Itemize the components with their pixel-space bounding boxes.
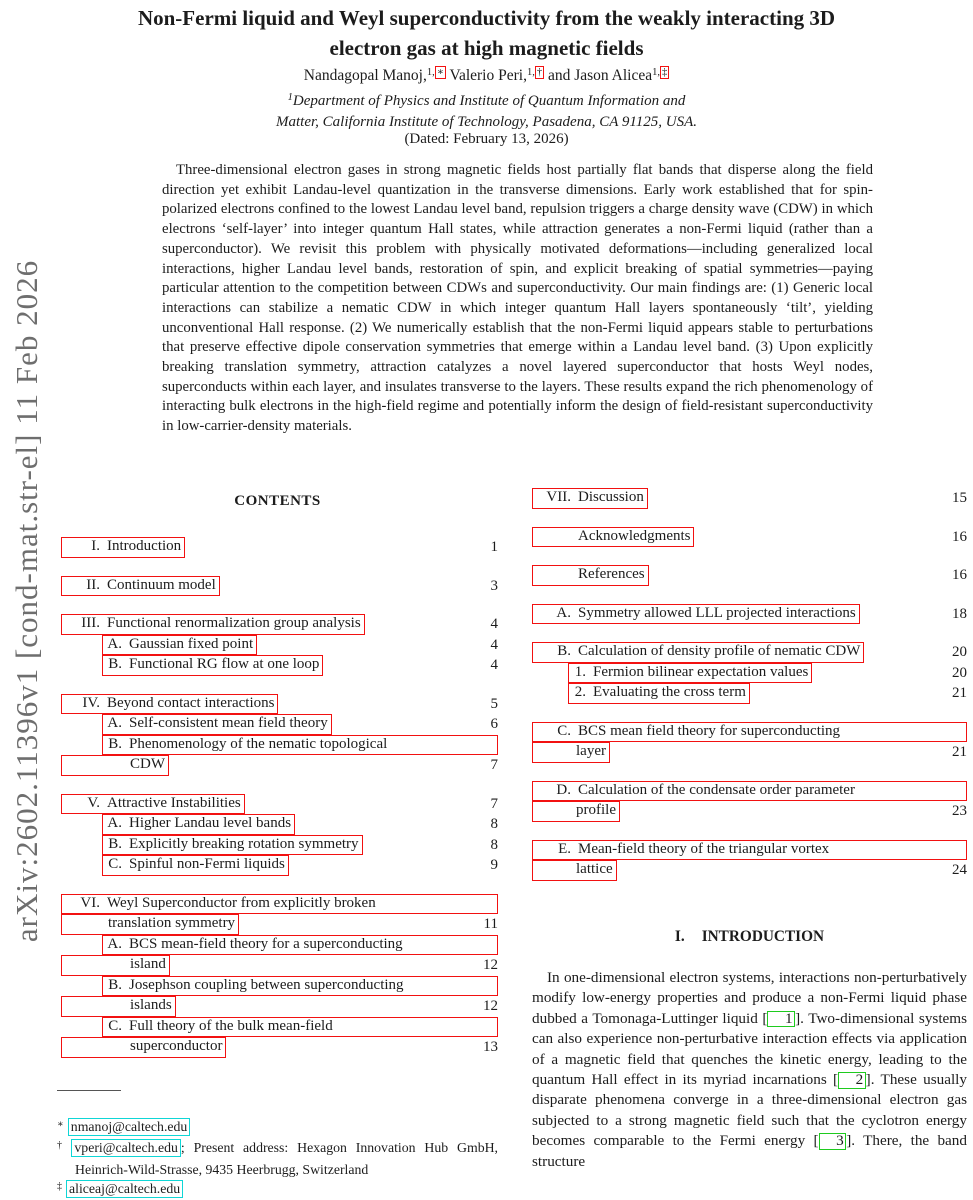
paper-title-line2: electron gas at high magnetic fields bbox=[329, 36, 644, 60]
footnote bbox=[57, 1117, 498, 1138]
toc-entry-title: BCS mean-field theory for a superconducting bbox=[129, 935, 403, 952]
toc-entry-number: A. bbox=[107, 715, 122, 731]
toc-link[interactable] bbox=[61, 996, 176, 1017]
toc-entry bbox=[532, 742, 967, 763]
toc-entry bbox=[57, 935, 498, 956]
toc-entry-title: island bbox=[130, 956, 166, 972]
toc-entry bbox=[57, 537, 498, 558]
toc-entry-title: Josephson coupling between superconducting bbox=[129, 976, 404, 993]
toc-entry bbox=[57, 1037, 498, 1058]
author-name: and Jason Alicea bbox=[544, 67, 653, 84]
footnote-list bbox=[57, 1117, 498, 1200]
toc-entry-number: B. bbox=[108, 735, 122, 752]
toc-page-number: 24 bbox=[952, 862, 967, 878]
citation: [ 1 ] bbox=[762, 1009, 801, 1027]
toc-entry-number: II. bbox=[86, 576, 100, 593]
toc-link[interactable] bbox=[61, 537, 185, 558]
toc-entry-number: B. bbox=[557, 643, 571, 659]
author-affiliation-ref: 1, bbox=[426, 66, 435, 78]
toc-entry-number: C. bbox=[108, 856, 122, 872]
toc-entry-number: 1. bbox=[574, 663, 586, 680]
toc-link[interactable] bbox=[102, 714, 332, 735]
toc-link[interactable] bbox=[102, 814, 295, 835]
toc-link[interactable] bbox=[532, 781, 967, 802]
toc-entry-number: B. bbox=[108, 835, 122, 852]
toc-link[interactable] bbox=[61, 755, 169, 776]
toc-entry-title: islands bbox=[130, 997, 172, 1013]
toc-entry bbox=[532, 683, 967, 704]
toc-entry-title: Evaluating the cross term bbox=[593, 684, 746, 700]
toc-entry bbox=[532, 488, 967, 509]
toc-entry bbox=[57, 996, 498, 1017]
toc-entry bbox=[532, 781, 967, 802]
toc-page-number: 4 bbox=[490, 616, 498, 632]
email-link[interactable]: vperi@caltech.edu bbox=[71, 1139, 180, 1157]
toc-page-number: 18 bbox=[952, 605, 967, 622]
toc-entry-title: BCS mean field theory for superconducting bbox=[578, 722, 841, 739]
footnote-mark: ∗ bbox=[57, 1119, 64, 1130]
toc-entry bbox=[57, 614, 498, 635]
toc-link[interactable] bbox=[568, 663, 812, 684]
toc-link[interactable] bbox=[102, 635, 257, 656]
right-column bbox=[532, 488, 967, 881]
footnote-mark: ‡ bbox=[57, 1180, 62, 1192]
citation-link[interactable]: 3 bbox=[819, 1133, 847, 1150]
footnote-rule bbox=[57, 1090, 121, 1091]
toc-page-number: 16 bbox=[952, 528, 967, 545]
toc-entry-title: Mean-field theory of the triangular vortex bbox=[578, 840, 830, 857]
footnote-mark: † bbox=[57, 1140, 68, 1152]
toc-link[interactable] bbox=[102, 655, 323, 676]
toc-entry-number: E. bbox=[558, 840, 571, 857]
toc-page-number: 4 bbox=[490, 636, 498, 653]
toc-entry-title: Functional RG flow at one loop bbox=[129, 656, 320, 672]
toc-link[interactable] bbox=[102, 1017, 498, 1038]
toc-entry-title: Attractive Instabilities bbox=[107, 794, 241, 811]
toc-entry bbox=[532, 860, 967, 881]
toc-entry bbox=[532, 801, 967, 822]
toc-link[interactable] bbox=[61, 576, 220, 597]
toc-entry bbox=[57, 694, 498, 715]
toc-link[interactable] bbox=[102, 855, 289, 876]
toc-link[interactable] bbox=[102, 835, 363, 856]
toc-link[interactable] bbox=[532, 604, 860, 625]
toc-entry bbox=[57, 894, 498, 915]
toc-link[interactable] bbox=[61, 914, 239, 935]
introduction-heading-title: INTRODUCTION bbox=[701, 928, 825, 945]
toc-entry bbox=[57, 635, 498, 656]
author-affiliation-ref: 1, bbox=[526, 66, 535, 78]
toc-page-number: 8 bbox=[490, 816, 498, 832]
toc-entry-number: VII. bbox=[546, 489, 571, 505]
toc-link[interactable] bbox=[532, 840, 967, 861]
toc-link[interactable] bbox=[532, 642, 864, 663]
toc-entry-title: CDW bbox=[130, 756, 165, 772]
footnotes bbox=[57, 1090, 498, 1200]
toc-right bbox=[532, 488, 967, 881]
toc-link[interactable] bbox=[61, 894, 498, 915]
affiliation-line1: Department of Physics and Institute of Quantum Information and bbox=[292, 93, 686, 109]
toc-left bbox=[57, 537, 498, 1058]
toc-link[interactable] bbox=[61, 1037, 226, 1058]
citation-link[interactable]: 2 bbox=[838, 1072, 866, 1089]
citation-link[interactable]: 1 bbox=[767, 1011, 795, 1028]
toc-entry-title: Calculation of density profile of nematic CDW bbox=[578, 643, 861, 659]
toc-link[interactable] bbox=[532, 722, 967, 743]
toc-entry-title: Spinful non-Fermi liquids bbox=[129, 856, 285, 872]
toc-entry-number: B. bbox=[108, 976, 122, 993]
toc-entry bbox=[532, 722, 967, 743]
introduction-heading bbox=[532, 928, 967, 946]
toc-page-number: 20 bbox=[952, 644, 967, 660]
toc-page-number: 21 bbox=[952, 685, 967, 701]
toc-page-number: 12 bbox=[483, 957, 498, 973]
toc-page-number: 7 bbox=[490, 795, 498, 812]
toc-entry-title: profile bbox=[576, 802, 616, 818]
author-affiliation-ref: 1, bbox=[652, 66, 660, 78]
toc-link[interactable] bbox=[532, 488, 648, 509]
toc-link[interactable] bbox=[532, 527, 694, 548]
toc-link[interactable] bbox=[532, 860, 617, 881]
toc-page-number: 3 bbox=[490, 577, 498, 594]
toc-page-number: 21 bbox=[952, 744, 967, 760]
toc-entry bbox=[532, 663, 967, 684]
toc-entry bbox=[57, 914, 498, 935]
author-line bbox=[0, 65, 973, 89]
toc-page-number: 4 bbox=[490, 657, 498, 673]
toc-page-number: 8 bbox=[490, 836, 498, 853]
toc-page-number: 23 bbox=[952, 803, 967, 819]
toc-entry-number: V. bbox=[87, 794, 100, 811]
toc-entry bbox=[532, 642, 967, 663]
toc-entry-title: Gaussian fixed point bbox=[129, 635, 254, 652]
toc-entry-title: Calculation of the condensate order parameter bbox=[578, 781, 855, 798]
affiliation bbox=[0, 92, 973, 132]
toc-entry-title: Introduction bbox=[107, 538, 182, 554]
email-link[interactable]: nmanoj@caltech.edu bbox=[68, 1118, 191, 1136]
toc-entry-number: A. bbox=[107, 935, 122, 952]
toc-entry-number: A. bbox=[556, 604, 571, 621]
author-footnote-mark-link[interactable]: ∗ bbox=[436, 66, 444, 78]
toc-link[interactable] bbox=[532, 801, 620, 822]
toc-link[interactable] bbox=[61, 614, 365, 635]
toc-entry-title: Weyl Superconductor from explicitly broken bbox=[107, 894, 376, 911]
toc-page-number: 7 bbox=[490, 757, 498, 773]
toc-page-number: 1 bbox=[490, 539, 498, 555]
toc-entry-number: C. bbox=[108, 1017, 122, 1034]
author-name: Valerio Peri, bbox=[445, 67, 527, 84]
toc-link[interactable] bbox=[532, 742, 610, 763]
toc-entry-number: B. bbox=[108, 656, 122, 672]
toc-page-number: 16 bbox=[952, 567, 967, 583]
toc-entry-title: Symmetry allowed LLL projected interactions bbox=[578, 604, 856, 621]
toc-entry bbox=[57, 576, 498, 597]
toc-link[interactable] bbox=[532, 565, 649, 586]
toc-entry-number: A. bbox=[107, 635, 122, 652]
paper-title-line1: Non-Fermi liquid and Weyl superconductivity from the weakly interacting 3D bbox=[137, 6, 836, 30]
introduction-paragraph: In one-dimensional electron systems, interactions non-perturbatively modify low-energy properties and produce a non-Fermi liquid phase dubbed a Tomonaga-Luttinger liquid [ 1 ]. Two-dimensional systems can also experience non-perturbative interaction effects via application of a magnetic field that quenches the kinetic energy, leading to the quantum Hall effect in its myriad incarnations [ 2 ]. These usually disparate phenomena converge in a three-dimensional electron gas subjected to a strong magnetic field such that the cyclotron energy becomes comparable to the Fermi energy [ 3 ]. There, the band structure bbox=[532, 969, 968, 1170]
toc-entry-title: Discussion bbox=[578, 489, 644, 505]
toc-link[interactable] bbox=[102, 735, 498, 756]
toc-entry-title: Full theory of the bulk mean-field bbox=[129, 1017, 333, 1034]
toc-entry-title: Explicitly breaking rotation symmetry bbox=[129, 835, 359, 852]
toc-entry-number: I. bbox=[91, 538, 100, 554]
toc-entry-number: D. bbox=[556, 781, 571, 798]
toc-entry bbox=[57, 814, 498, 835]
toc-page-number: 20 bbox=[952, 664, 967, 681]
toc-page-number: 15 bbox=[952, 490, 967, 506]
toc-page-number: 13 bbox=[483, 1039, 498, 1055]
toc-entry-title: Higher Landau level bands bbox=[129, 815, 292, 831]
paper-title bbox=[0, 3, 973, 63]
contents-heading: CONTENTS bbox=[234, 493, 321, 509]
toc-entry-title: Fermion bilinear expectation values bbox=[593, 663, 809, 680]
toc-entry-title: Functional renormalization group analysis bbox=[107, 615, 361, 631]
toc-entry-title: layer bbox=[576, 743, 606, 759]
author-footnote-mark-link[interactable]: ‡ bbox=[662, 66, 668, 78]
arxiv-watermark: arXiv:2602.11396v1 [cond-mat.str-el] 11 Feb 2026 bbox=[9, 259, 44, 943]
introduction-heading-number: I. bbox=[674, 928, 685, 945]
toc-page-number: 6 bbox=[490, 716, 498, 732]
toc-entry bbox=[532, 527, 967, 548]
toc-entry-number: VI. bbox=[80, 894, 100, 911]
toc-link[interactable] bbox=[102, 976, 498, 997]
toc-entry bbox=[57, 714, 498, 735]
toc-link[interactable] bbox=[61, 694, 278, 715]
toc-page-number: 5 bbox=[490, 695, 498, 712]
citation: [ 2 ] bbox=[833, 1071, 871, 1089]
toc-entry-number: C. bbox=[557, 722, 571, 739]
toc-entry-number: 2. bbox=[574, 684, 586, 700]
toc-entry bbox=[57, 955, 498, 976]
toc-entry bbox=[57, 794, 498, 815]
toc-page-number: 9 bbox=[490, 857, 498, 873]
footnote bbox=[57, 1179, 498, 1200]
affiliation-line2: Matter, California Institute of Technology, Pasadena, CA 91125, USA. bbox=[276, 113, 697, 130]
toc-link[interactable] bbox=[568, 683, 750, 704]
toc-entry-title: Continuum model bbox=[107, 576, 216, 593]
toc-link[interactable] bbox=[61, 794, 245, 815]
toc-entry-number: IV. bbox=[82, 694, 100, 711]
toc-entry bbox=[57, 655, 498, 676]
toc-entry-number: A. bbox=[107, 815, 122, 831]
toc-entry bbox=[532, 840, 967, 861]
toc-entry bbox=[57, 835, 498, 856]
toc-entry-title: Beyond contact interactions bbox=[107, 694, 275, 711]
toc-link[interactable] bbox=[102, 935, 498, 956]
footnote: † vperi@caltech.edu ; Present address: Hexagon Innovation Hub GmbH, Heinrich-Wild-Strasse, 9435 Heerbrugg, Switzerland bbox=[57, 1140, 499, 1177]
toc-entry-number: III. bbox=[81, 615, 100, 631]
toc-link[interactable] bbox=[61, 955, 170, 976]
toc-entry-title: Self-consistent mean field theory bbox=[129, 715, 328, 731]
toc-entry-title: superconductor bbox=[130, 1038, 223, 1054]
toc-page-number: 11 bbox=[483, 916, 498, 932]
affiliation-superscript: 1 bbox=[287, 91, 293, 103]
toc-entry-title: Acknowledgments bbox=[578, 527, 691, 544]
toc-entry-title: Phenomenology of the nematic topological bbox=[129, 735, 388, 752]
date-line: (Dated: February 13, 2026) bbox=[404, 131, 569, 147]
toc-entry bbox=[532, 565, 967, 586]
toc-entry-title: lattice bbox=[576, 861, 613, 877]
toc-entry bbox=[57, 976, 498, 997]
abstract-text: Three-dimensional electron gases in strong magnetic fields host partially flat bands that disperse along the field direction yet exhibit Landau-level quantization in the transverse dimensions. Early work established that for spin-polarized electrons confined to the lowest Landau level band, repulsion triggers a charge density wave (CDW) in which electrons ‘self-layer’ into integer quantum Hall states, while attraction generates a non-Fermi liquid (rather than a superconductor). We revisit this problem with physically motivated deformations—including generalized local interactions, higher Landau level bands, restoration of spin, and explicit breaking of spatial symmetries—paying particular attention to the competition between CDWs and superconductivity. Our main findings are: (1) Generic local interactions can stabilize a nematic CDW in which integer quantum Hall layers spontaneously ‘tilt’, yielding unconventional Hall response. (2) We numerically establish that the non-Fermi liquid appears stable to perturbations that preserve effective dipole conservation symmetries that emerge within a Landau level band. (3) Upon explicitly breaking translation symmetry, attraction catalyzes a novel layered superconductor that hosts Weyl nodes, superconducts within each layer, and insulates transverse to the layers. These results expand the rich phenomenology of interacting bulk electrons in the high-field regime and potentially inform the design of field-resistant superconductivity in low-carrier-density materials. bbox=[162, 162, 873, 435]
toc-entry-title: References bbox=[578, 566, 645, 582]
citation: [ 3 ] bbox=[813, 1132, 852, 1150]
author-name: Nandagopal Manoj, bbox=[303, 67, 427, 84]
toc-entry bbox=[57, 855, 498, 876]
toc-entry bbox=[57, 1017, 498, 1038]
toc-entry-title: translation symmetry bbox=[108, 915, 236, 931]
toc-entry bbox=[57, 755, 498, 776]
toc-entry bbox=[532, 604, 967, 625]
email-link[interactable]: aliceaj@caltech.edu bbox=[66, 1180, 183, 1198]
toc-entry bbox=[57, 735, 498, 756]
toc-page-number: 12 bbox=[483, 998, 498, 1014]
left-column bbox=[57, 490, 498, 1058]
author-footnote-mark-link[interactable]: † bbox=[536, 66, 543, 78]
